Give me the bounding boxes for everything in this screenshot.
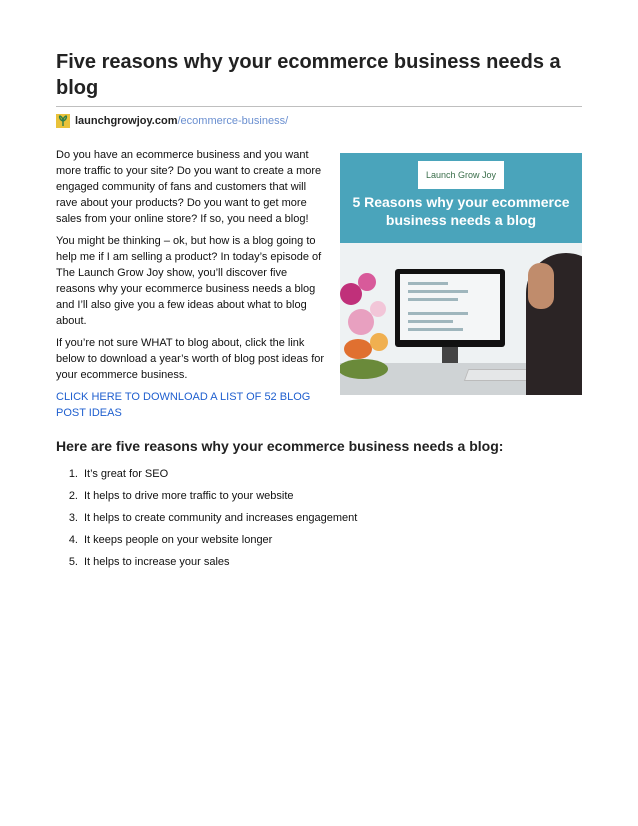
monitor-stand xyxy=(442,347,458,363)
list-item xyxy=(56,555,357,577)
site-favicon-icon xyxy=(56,114,70,128)
hero-image xyxy=(340,153,582,395)
list-item-text: It keeps people on your website longer xyxy=(84,534,273,546)
paragraph-2: You might be thinking – ok, but how is a blog going to help me if I am selling a product? In today’s episode of The Launch Grow Joy show, you’ll discover five reasons why your ecommerce business needs a blog and I’ll also give you a few ideas about what to blog about. xyxy=(56,235,322,327)
hero-logo-text: Launch Grow Joy xyxy=(425,170,497,180)
list-item xyxy=(56,511,357,533)
intro-text xyxy=(56,147,328,421)
list-item xyxy=(56,489,357,511)
list-item-text: It helps to create community and increases engagement xyxy=(84,512,358,524)
person-face xyxy=(528,263,554,309)
list-number: 4. xyxy=(68,534,78,546)
list-item-text: It’s great for SEO xyxy=(84,468,169,480)
list-item xyxy=(56,533,357,555)
list-item-text: It helps to drive more traffic to your website xyxy=(84,490,294,502)
hero-logo xyxy=(418,161,504,189)
list-item-text: It helps to increase your sales xyxy=(84,556,230,568)
flowers-icon xyxy=(340,273,400,383)
paragraph-1: Do you have an ecommerce business and you want more traffic to your site? Do you want to create a more engaged community of fans and customers that will rave about your products? Do you want to get more sales from your online store? If so, you need a blog! xyxy=(56,149,322,225)
article-title: Five reasons why your ecommerce business needs a blog xyxy=(56,51,561,99)
list-number: 2. xyxy=(68,490,78,502)
source-domain-link[interactable]: launchgrowjoy.com xyxy=(75,115,178,127)
download-ideas-link[interactable]: CLICK HERE TO DOWNLOAD A LIST OF 52 BLOG POST IDEAS xyxy=(56,391,311,419)
paragraph-3: If you’re not sure WHAT to blog about, click the link below to download a year’s worth of blog post ideas for your ecommerce business. xyxy=(56,337,325,381)
list-number: 3. xyxy=(68,512,78,524)
source-line xyxy=(56,114,288,128)
reasons-list xyxy=(56,467,357,577)
list-item xyxy=(56,467,357,489)
source-path-link[interactable]: /ecommerce-business/ xyxy=(177,115,289,127)
list-number: 5. xyxy=(68,556,78,568)
hero-headline: 5 Reasons why your ecommerce business needs a blog xyxy=(352,194,570,228)
reasons-heading: Here are five reasons why your ecommerce business needs a blog: xyxy=(56,438,504,454)
title-divider xyxy=(56,106,582,107)
list-number: 1. xyxy=(68,468,78,480)
hero-screen xyxy=(400,274,500,340)
hero-monitor xyxy=(395,269,505,347)
